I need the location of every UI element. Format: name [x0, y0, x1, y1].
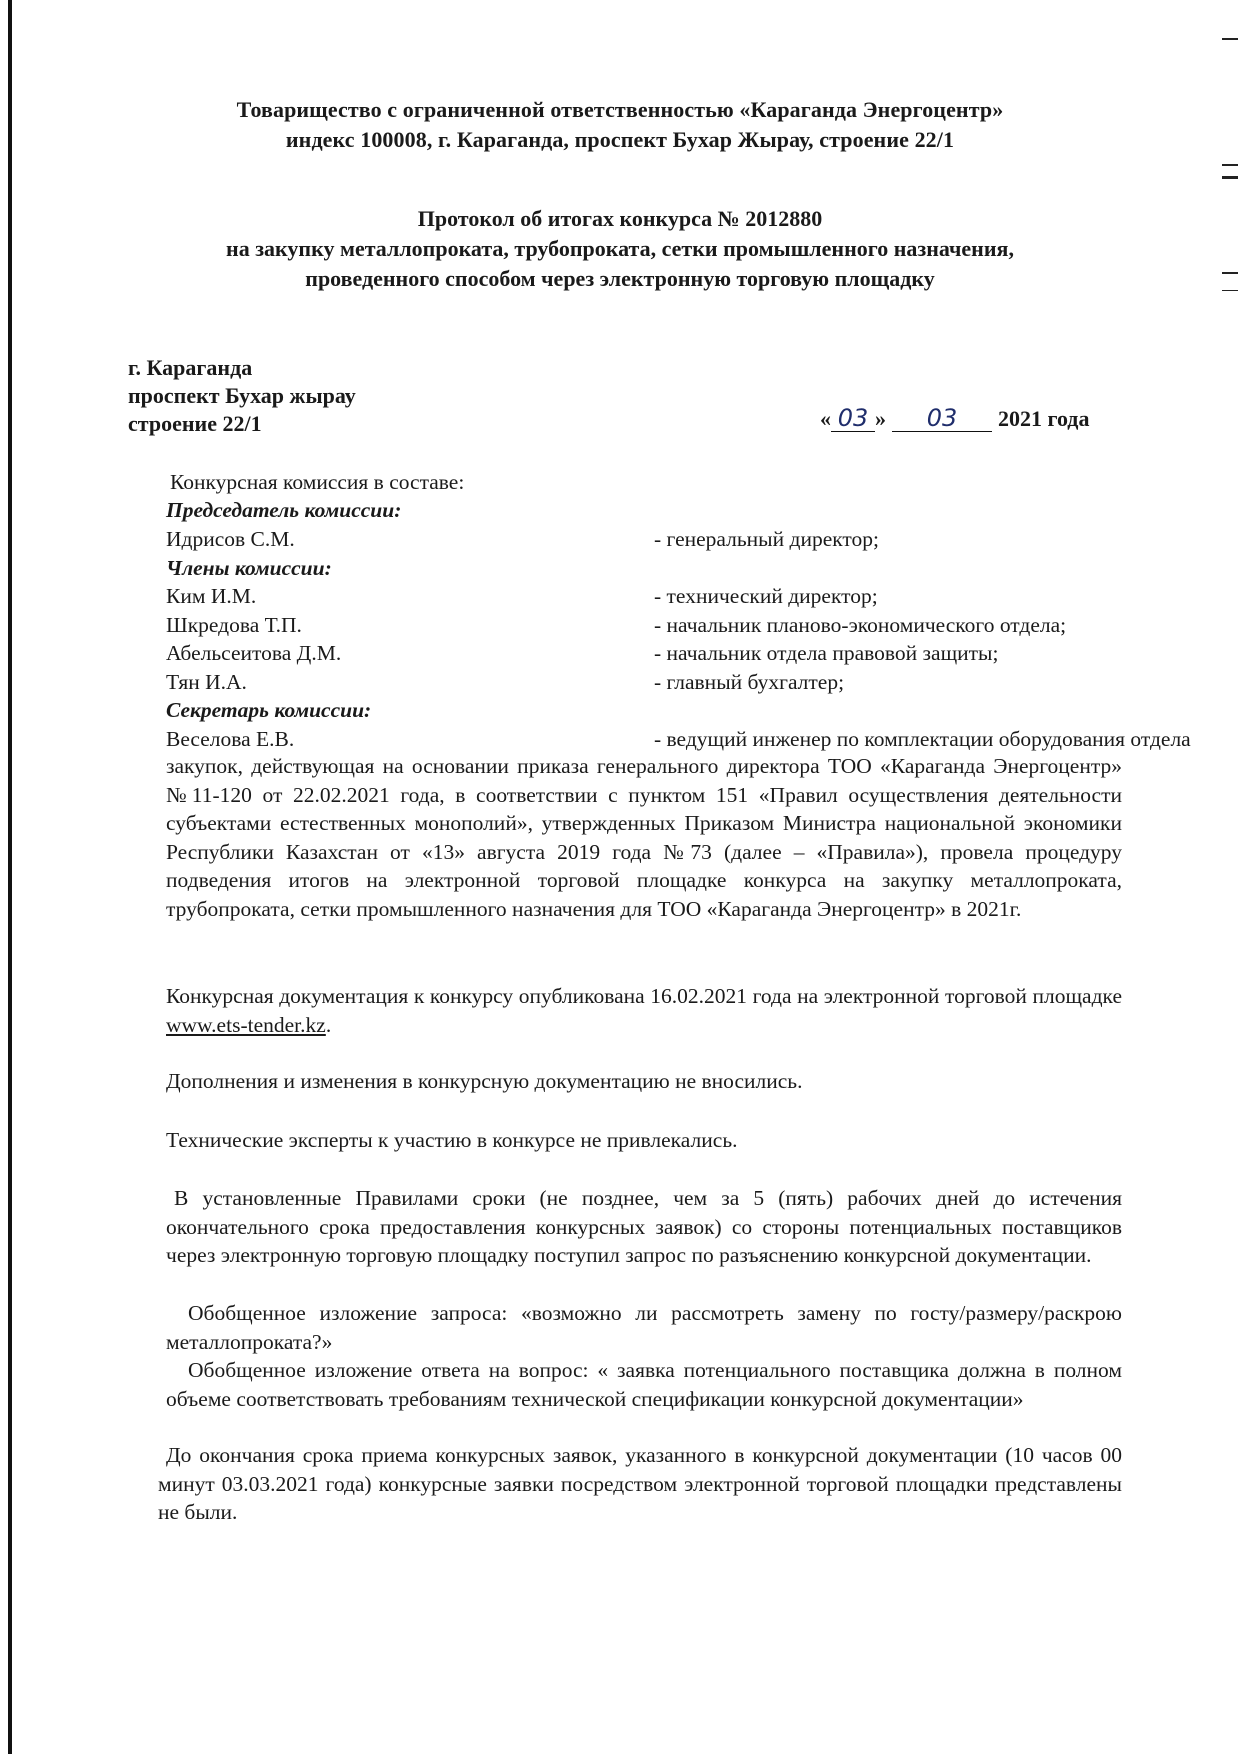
secretary-row — [166, 727, 1191, 752]
member-role: - начальник планово-экономического отдела; — [654, 613, 1067, 637]
secretary-role: - ведущий инженер по комплектации оборудования отдела — [654, 727, 1191, 751]
scan-mark — [1222, 164, 1238, 166]
scan-edge-artifact — [8, 0, 12, 1754]
protocol-date — [820, 405, 1089, 432]
protocol-title: Протокол об итогах конкурса № 2012880 — [417, 206, 823, 231]
chair-role: - генеральный директор; — [654, 527, 879, 551]
chair-row — [166, 527, 1126, 552]
member-role: - технический директор; — [654, 584, 878, 608]
member-name: Ким И.М. — [166, 584, 257, 608]
member-row — [166, 670, 1126, 695]
date-close-quote: » — [875, 406, 886, 431]
answer-summary-paragraph: Обобщенное изложение ответа на вопрос: « заявка потенциального поставщика должна в полном объеме соответствовать требованиям технической спецификации конкурсной документации» — [166, 1358, 1122, 1411]
date-year: 2021 года — [998, 406, 1090, 431]
secretary-appointment-paragraph: закупок, действующая на основании приказа генерального директора ТОО «Караганда Энергоцентр» №11-120 от 22.02.2021 года, в соответствии с пунктом 151 «Правил осуществления деятельности субъектами естественных монополий», утвержденных Приказом Министра национальной экономики Республики Казахстан от «13» августа 2019 года №73 (далее – «Правила»), провела процедуру подведения итогов на электронной торговой площадке конкурса на закупку металлопроката, трубопроката, сетки промышленного назначения для ТОО «Караганда Энергоцентр» в 2021г. — [166, 754, 1122, 921]
org-name: Товарищество с ограниченной ответственностью «Караганда Энергоцентр» — [236, 97, 1004, 122]
date-day: 03 — [831, 405, 875, 432]
place-building: строение 22/1 — [128, 411, 262, 436]
place-city: г. Караганда — [128, 355, 253, 380]
publication-paragraph — [166, 982, 1122, 1039]
no-experts-paragraph: Технические эксперты к участию в конкурсе не привлекались. — [166, 1128, 738, 1152]
member-role: - начальник отдела правовой защиты; — [654, 641, 999, 665]
org-address: индекс 100008, г. Караганда, проспект Бухар Жырау, строение 22/1 — [285, 127, 955, 152]
members-heading: Члены комиссии: — [166, 556, 332, 580]
member-row — [166, 584, 1126, 609]
chair-name: Идрисов С.М. — [166, 527, 295, 551]
publication-suffix: . — [325, 1012, 332, 1037]
protocol-subtitle-2: проведенного способом через электронную торговую площадку — [305, 266, 935, 291]
chair-heading: Председатель комиссии: — [166, 498, 402, 522]
no-bids-paragraph: До окончания срока приема конкурсных заявок, указанного в конкурсной документации (10 часов 00 минут 03.03.2021 года) конкурсные заявки посредством электронной торговой площадки представлены не были. — [158, 1443, 1122, 1525]
member-name: Шкредова Т.П. — [166, 613, 302, 637]
scan-mark — [1222, 176, 1238, 179]
secretary-name: Веселова Е.В. — [166, 727, 295, 751]
secretary-heading: Секретарь комиссии: — [166, 698, 372, 722]
protocol-subtitle-1: на закупку металлопроката, трубопроката, сетки промышленного назначения, — [226, 236, 1014, 261]
place-street: проспект Бухар жырау — [128, 383, 356, 408]
clarification-paragraph: В установленные Правилами сроки (не позднее, чем за 5 (пять) рабочих дней до истечения окончательного срока предоставления конкурсных заявок) со стороны потенциальных поставщиков через электронную торговую площадку поступил запрос по разъяснению конкурсной документации. — [166, 1186, 1122, 1268]
member-row — [166, 613, 1126, 638]
scan-mark — [1222, 38, 1238, 40]
member-name: Тян И.А. — [166, 670, 247, 694]
date-open-quote: « — [820, 406, 831, 431]
member-row — [166, 641, 1126, 666]
member-role: - главный бухгалтер; — [654, 670, 845, 694]
publication-text: Конкурсная документация к конкурсу опубликована 16.02.2021 года на электронной торговой площадке — [166, 984, 1122, 1008]
date-month: 03 — [892, 405, 992, 432]
no-changes-paragraph: Дополнения и изменения в конкурсную документацию не вносились. — [166, 1069, 803, 1093]
request-summary-paragraph: Обобщенное изложение запроса: «возможно ли рассмотреть замену по госту/размеру/раскрою металлопроката?» — [166, 1301, 1122, 1354]
member-name: Абельсеитова Д.М. — [166, 641, 342, 665]
ets-tender-link[interactable]: www.ets-tender.kz — [166, 1012, 326, 1037]
commission-intro: Конкурсная комиссия в составе: — [170, 470, 465, 494]
